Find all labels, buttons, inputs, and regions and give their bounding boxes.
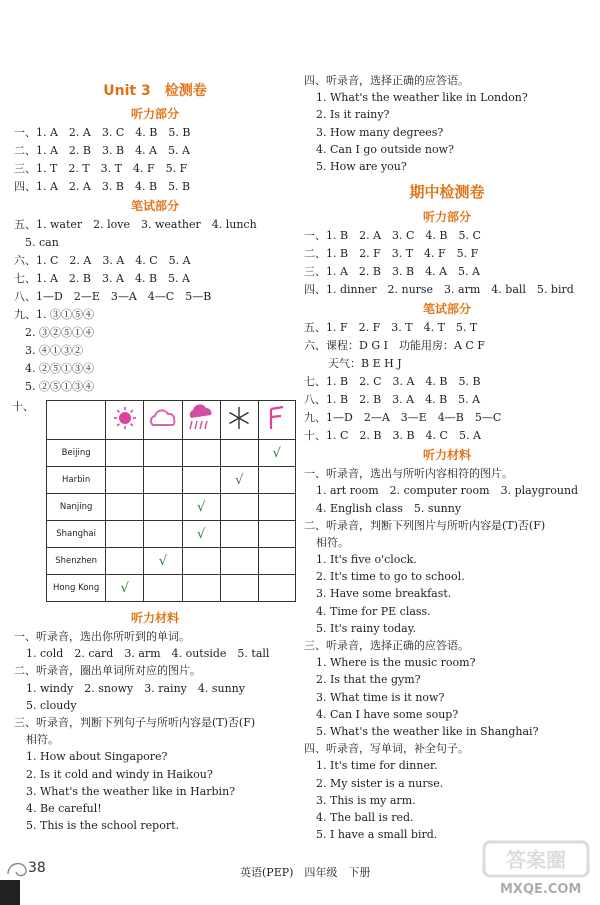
listening-material [14,628,296,834]
material-line: 5. cloudy [26,698,77,712]
material-line: 5. How are you? [316,159,407,173]
answer-line: 十、1. C 2. B 3. B 4. C 5. A [304,429,481,443]
material-line: 1. windy 2. snowy 3. rainy 4. sunny [26,681,245,695]
city-cell: Shenzhen [47,548,106,575]
material-line: 4. Can I have some soup? [316,707,459,721]
material-line: 相符。 [26,733,59,747]
answer-line: 5. can [14,236,59,249]
material-line: 3. What time is it now? [316,690,445,704]
answer-line: 六、1. C 2. A 3. A 4. C 5. A [14,254,191,267]
tick-cell: √ [182,494,220,521]
material-line: 4. Be careful! [26,801,102,815]
tick-cell: √ [220,467,258,494]
tick-cell: √ [144,548,182,575]
material-line: 二、听录音，圈出单词所对应的图片。 [14,664,201,678]
material-line: 1. It's five o'clock. [316,553,417,567]
empty-cell [106,521,144,548]
empty-cell [258,467,295,494]
rain-icon [182,401,220,440]
empty-cell [106,494,144,521]
table-row [47,440,296,467]
empty-cell [220,494,258,521]
unit-title: Unit 3 检测卷 [103,83,207,99]
material-line: 2. My sister is a nurse. [316,776,444,790]
material-section-title: 听力材料 [130,611,179,625]
table-row [47,467,296,494]
answer-line: 二、1. B 2. F 3. T 4. F 5. F [304,247,479,261]
cloud-icon [144,401,182,440]
material-line: 三、听录音，判断下列句子与所听内容是(T)否(F) [14,715,256,729]
empty-cell [258,548,295,575]
answer-line: 5. ②⑤①③④ [14,380,94,393]
material-line: 2. It's time to go to school. [316,570,465,584]
material-line: 5. I have a small bird. [316,828,438,842]
page-number: 38 [28,860,46,876]
listening-section-title: 听力部分 [130,107,179,121]
table-row [47,548,296,575]
material-line: 4. Can I go outside now? [316,142,454,156]
corner-cell [47,401,106,440]
city-cell: Shanghai [47,521,106,548]
answer-line: 四、1. dinner 2. nurse 3. arm 4. ball 5. bird [304,283,574,297]
answer-line: 一、1. A 2. A 3. C 4. B 5. B [14,126,191,139]
empty-cell [144,440,182,467]
empty-cell [182,575,220,602]
tick-cell: √ [258,440,295,467]
left-column [14,80,296,834]
wind-icon [258,401,295,440]
answer-line: 三、1. A 2. B 3. B 4. A 5. A [304,265,480,279]
midterm-listening-answers [304,227,590,299]
answer-line: 八、1. B 2. B 3. A 4. B 5. A [304,393,481,407]
material-line: 3. Have some breakfast. [316,587,452,601]
book-title: 英语(PEP) 四年级 下册 [240,866,371,879]
empty-cell [144,521,182,548]
empty-cell [182,548,220,575]
material-line: 5. It's rainy today. [316,621,416,635]
material-line: 3. This is my arm. [316,793,416,807]
midterm-material-title: 听力材料 [422,448,471,463]
material-line: 相符。 [316,535,349,549]
empty-cell [144,494,182,521]
empty-cell [258,494,295,521]
material-line: 1. What's the weather like in London? [316,91,528,105]
city-cell: Nanjing [47,494,106,521]
snow-icon [220,401,258,440]
page-corner-mark [0,880,20,905]
sun-icon [106,401,144,440]
answer-line: 三、1. T 2. T 3. T 4. F 5. F [14,162,188,175]
material-line: 3. How many degrees? [316,125,444,139]
right-column [304,72,590,843]
material-line: 5. This is the school report. [26,819,180,833]
answer-line: 4. ②⑤①③④ [14,362,94,375]
weather-table-header [47,401,296,440]
answer-line: 六、课程：D G I 功能用房：A C F [304,339,485,353]
material-line: 2. Is it rainy? [316,108,390,122]
written-answers [14,216,296,396]
answer-line: 九、1—D 2—A 3—E 4—B 5—C [304,411,502,425]
material-line: 4. English class 5. sunny [316,501,462,515]
answer-line: 一、1. B 2. A 3. C 4. B 5. C [304,229,481,243]
written-section-title: 笔试部分 [130,199,179,213]
empty-cell [258,575,295,602]
answer-line: 五、1. F 2. F 3. T 4. T 5. T [304,321,478,335]
empty-cell [220,548,258,575]
weather-table [46,400,296,602]
midterm-listening-material [304,465,590,843]
empty-cell [220,440,258,467]
midterm-title: 期中检测卷 [409,183,485,202]
answer-line: 八、1—D 2—E 3—A 4—C 5—B [14,290,212,303]
table-row [47,575,296,602]
answer-line: 2. ③②⑤①④ [14,326,94,339]
empty-cell [182,440,220,467]
empty-cell [106,440,144,467]
material-line: 1. Where is the music room? [316,656,476,670]
answer-line: 二、1. A 2. B 3. B 4. A 5. A [14,144,190,157]
empty-cell [220,575,258,602]
answer-line: 四、1. A 2. A 3. B 4. B 5. B [14,180,191,193]
empty-cell [106,467,144,494]
material-line: 一、听录音，选出与所听内容相符的图片。 [304,467,513,481]
empty-cell [144,467,182,494]
material-line: 一、听录音，选出你所听到的单词。 [14,630,190,643]
answer-line: 七、1. B 2. C 3. A 4. B 5. B [304,375,481,389]
material-line: 1. art room 2. computer room 3. playground [316,484,579,498]
empty-cell [182,467,220,494]
empty-cell [106,548,144,575]
table-row [47,521,296,548]
material-line: 四、听录音，选择正确的应答语。 [304,74,469,87]
midterm-listening-title: 听力部分 [422,210,471,225]
material-line: 三、听录音，选择正确的应答语。 [304,639,469,652]
midterm-written-answers [304,319,590,445]
listening-answers [14,124,296,196]
material-line: 1. How about Singapore? [26,750,168,764]
city-cell: Beijing [47,440,106,467]
material-line: 四、听录音，写单词，补全句子。 [304,742,469,756]
answer-line: 五、1. water 2. love 3. weather 4. lunch [14,218,257,231]
material-line: 3. What's the weather like in Harbin? [26,784,236,798]
material-line: 4. The ball is red. [316,810,414,824]
material-line: 2. Is that the gym? [316,673,421,687]
material-line: 1. It's time for dinner. [316,759,438,773]
tick-cell: √ [106,575,144,602]
material-line: 4. Time for PE class. [316,604,431,618]
answer-line: 九、1. ③①⑤④ [14,308,94,321]
q4-material [304,72,590,175]
material-line: 2. Is it cold and windy in Haikou? [26,767,213,781]
answer-line: 七、1. A 2. B 3. A 4. B 5. A [14,272,190,285]
svg-text:答案圈: 答案圈 [506,848,566,872]
weather-table-block [14,400,296,602]
material-line: 二、听录音，判断下列图片与所听内容是(T)否(F) [304,518,546,532]
empty-cell [258,521,295,548]
watermark-text: MXQE.COM [500,882,582,897]
material-line: 5. What's the weather like in Shanghai? [316,724,539,738]
material-line: 1. cold 2. card 3. arm 4. outside 5. tall [26,647,270,661]
table-label: 十、 [12,400,34,413]
empty-cell [220,521,258,548]
tick-cell: √ [182,521,220,548]
empty-cell [144,575,182,602]
city-cell: Harbin [47,467,106,494]
answer-line: 3. ④①③② [14,344,83,357]
midterm-written-title: 笔试部分 [422,302,471,317]
city-cell: Hong Kong [47,575,106,602]
table-row [47,494,296,521]
answer-line: 天气：B E H J [328,357,402,371]
